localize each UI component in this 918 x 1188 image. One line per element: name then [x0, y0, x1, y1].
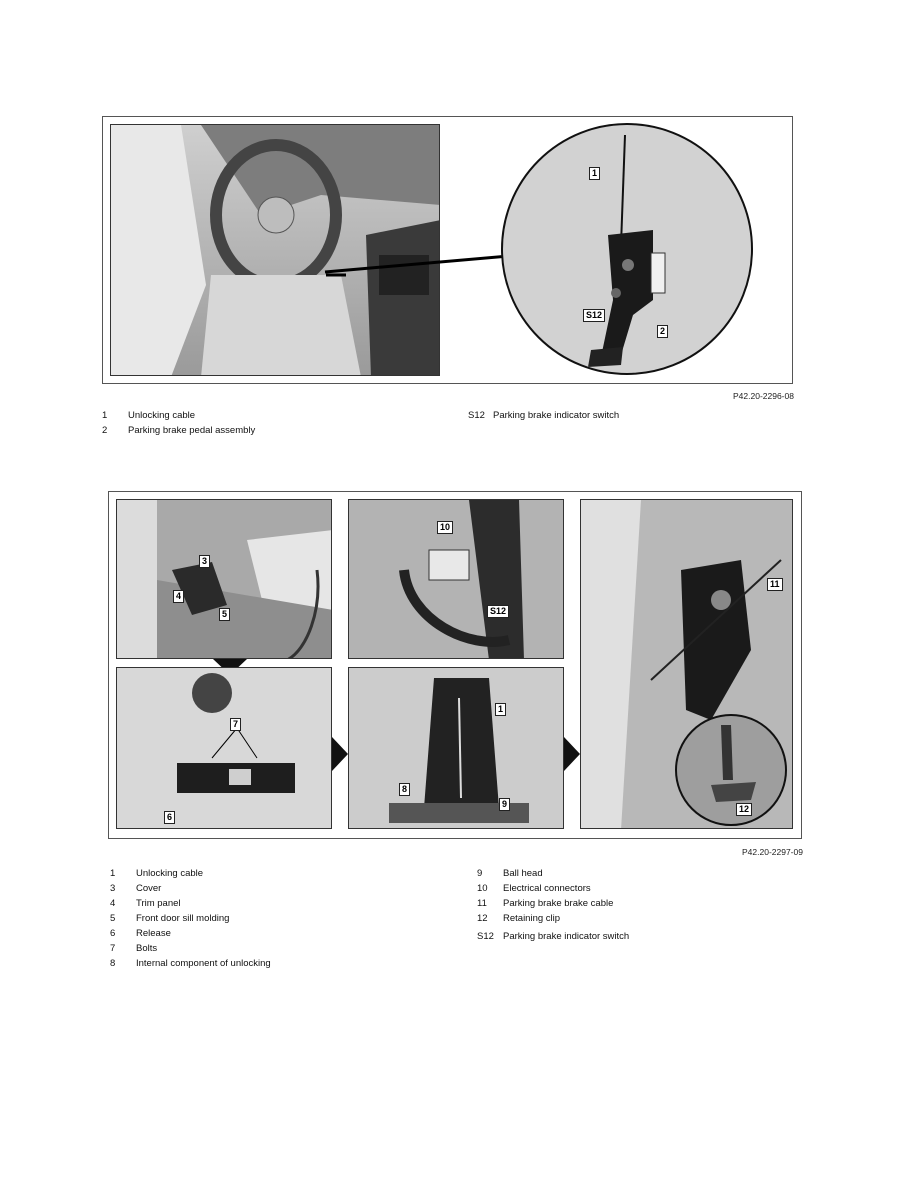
figure-2-legend-right: [477, 866, 629, 944]
callout-4: 4: [173, 590, 184, 603]
figure-1-legend-left: [102, 408, 255, 438]
legend-item: 2 Parking brake pedal assembly: [102, 425, 256, 436]
callout-6: 6: [164, 811, 175, 824]
arrow-right-icon: [564, 737, 580, 771]
legend-item: S12 Parking brake indicator switch: [477, 931, 630, 942]
callout-12: 12: [736, 803, 752, 816]
photo-panel-connectors: [348, 499, 564, 659]
legend-item: 1 Unlocking cable: [102, 410, 196, 421]
callout-5: 5: [219, 608, 230, 621]
legend-item: 7 Bolts: [110, 943, 158, 954]
legend-item: 1 Unlocking cable: [110, 868, 204, 879]
figure-1-legend-right: [468, 408, 619, 423]
legend-item: 10 Electrical connectors: [477, 883, 591, 894]
legend-item: 12 Retaining clip: [477, 913, 561, 924]
legend-item: S12 Parking brake indicator switch: [468, 410, 620, 421]
pointer-line: [323, 247, 523, 287]
arrow-right-icon: [332, 737, 348, 771]
callout-1: 1: [589, 167, 600, 180]
callout-7: 7: [230, 718, 241, 731]
figure-1-frame: [102, 116, 793, 384]
callout-8: 8: [399, 783, 410, 796]
legend-item: 4 Trim panel: [110, 898, 181, 909]
legend-item: 9 Ball head: [477, 868, 543, 879]
callout-2: 2: [657, 325, 668, 338]
figure-2-frame: [108, 491, 802, 839]
photo-panel-door-sill: [116, 499, 332, 659]
legend-item: 3 Cover: [110, 883, 162, 894]
callout-1-d: 1: [495, 703, 506, 716]
magnified-detail-circle: [501, 123, 753, 375]
figure-2-code: P42.20-2297-09: [742, 847, 803, 857]
callout-s12-b: S12: [487, 605, 509, 618]
legend-item: 8 Internal component of unlocking: [110, 958, 271, 969]
photo-panel-release-lever: [116, 667, 332, 829]
legend-item: 6 Release: [110, 928, 171, 939]
callout-s12: S12: [583, 309, 605, 322]
photo-panel-unlocking-internal: [348, 667, 564, 829]
legend-item: 11 Parking brake brake cable: [477, 898, 614, 909]
callout-9: 9: [499, 798, 510, 811]
callout-11: 11: [767, 578, 783, 591]
callout-3: 3: [199, 555, 210, 568]
figure-2-legend-left: [110, 866, 271, 971]
photo-panel-brake-cable: [580, 499, 793, 829]
callout-10: 10: [437, 521, 453, 534]
figure-1-code: P42.20-2296-08: [733, 391, 794, 401]
legend-item: 5 Front door sill molding: [110, 913, 230, 924]
